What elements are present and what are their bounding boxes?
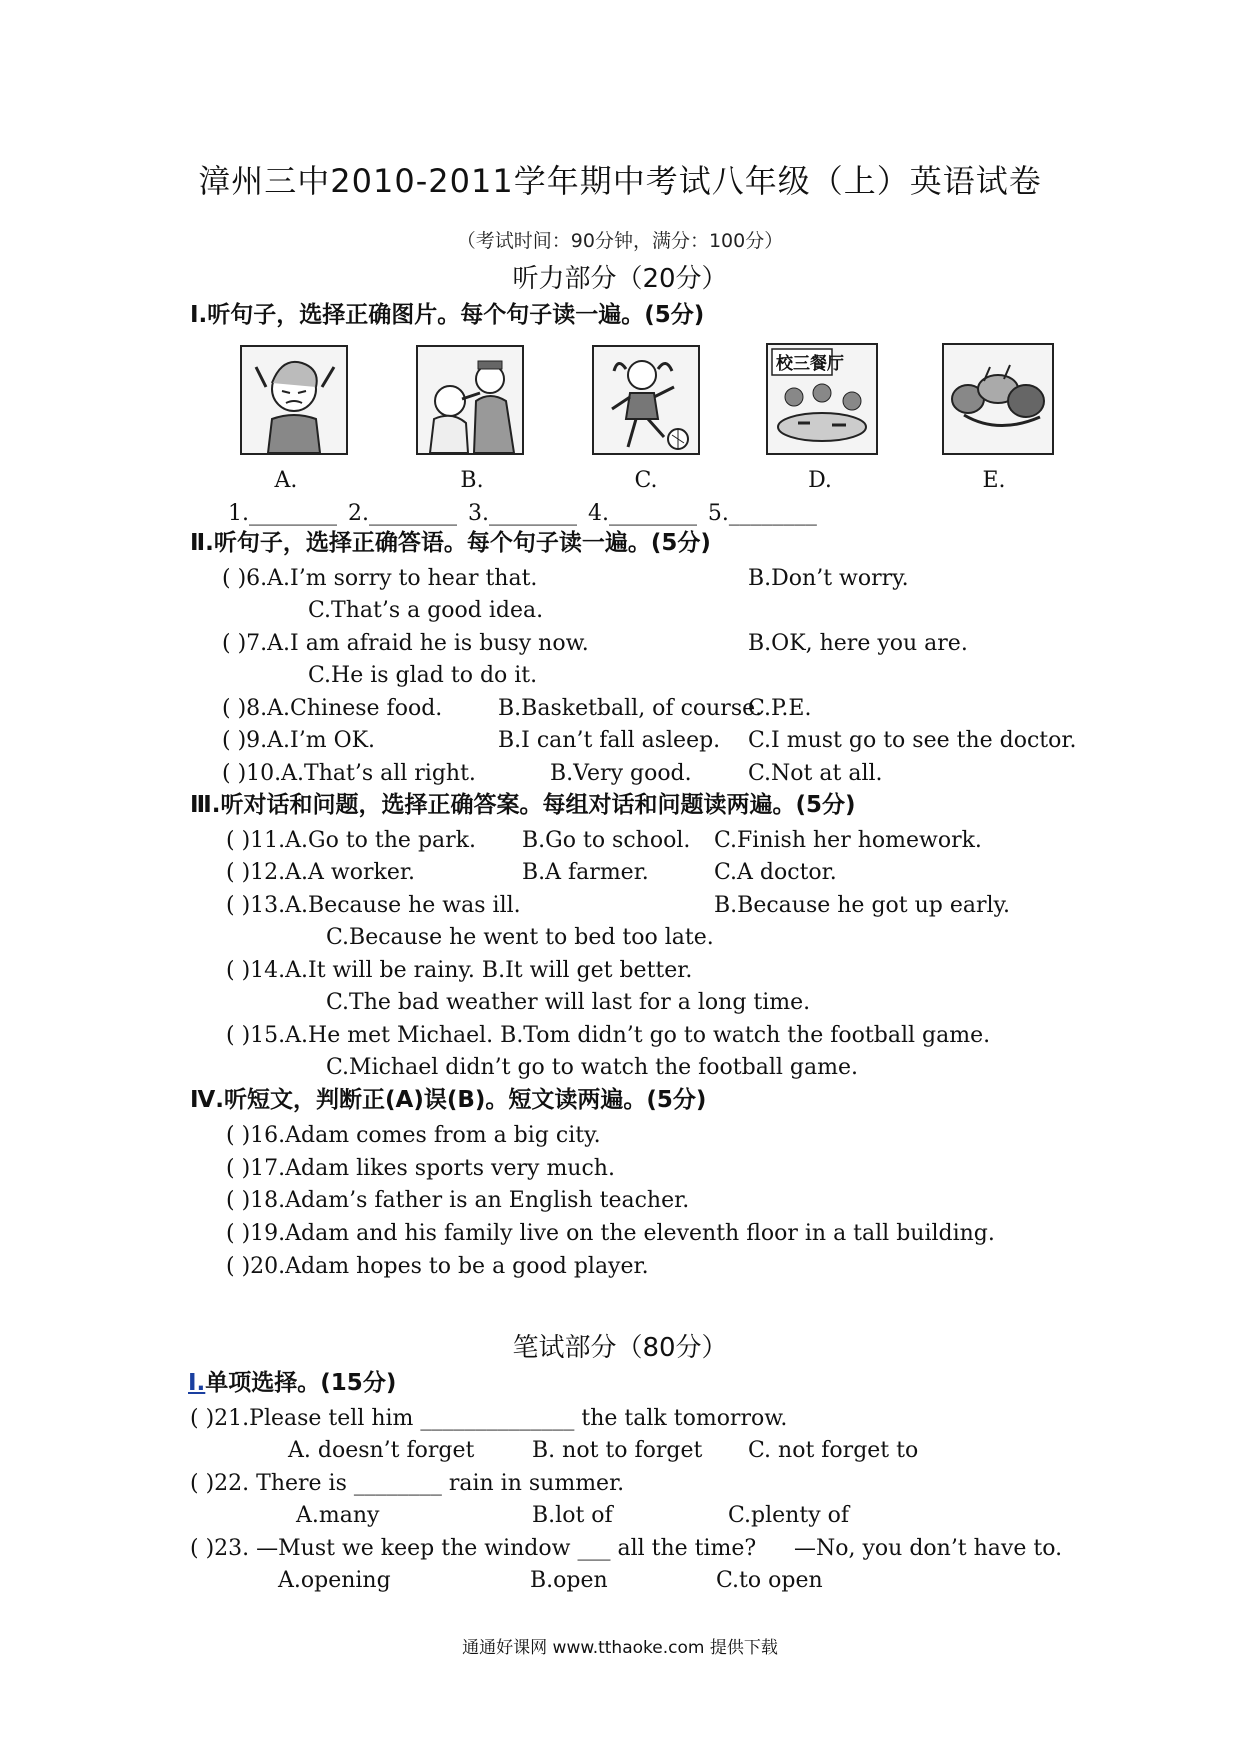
q23-reply: —No, you don’t have to. [794,1536,1063,1561]
picture-d [766,343,878,455]
q21-option-c: C. not forget to [748,1438,919,1463]
q11-option-c: C.Finish her homework. [714,828,982,853]
listening-header: 听力部分（20分） [512,264,728,294]
q22-option-a: A.many [296,1503,380,1528]
section-1-heading: Ⅰ.听句子，选择正确图片。每个句子读一遍。(5分) [190,302,705,328]
girl-playing-football-icon [594,347,698,453]
q22-option-c: C.plenty of [728,1503,849,1528]
q6-option-b: B.Don’t worry. [748,566,909,591]
q12-option-b: B.A farmer. [522,860,649,885]
exam-title: 漳州三中2010-2011学年期中考试八年级（上）英语试卷 [198,162,1042,200]
q13-option-a: ( )13.A.Because he was ill. [226,893,521,918]
section-5-title: 单项选择。(15分) [205,1370,397,1396]
q7-option-c: C.He is glad to do it. [308,663,538,688]
section-3-heading: Ⅲ.听对话和问题，选择正确答案。每组对话和问题读两遍。(5分) [190,792,856,818]
q9-option-c: C.I must go to see the doctor. [748,728,1077,753]
q12-option-a: ( )12.A.A worker. [226,860,415,885]
q13-option-b: B.Because he got up early. [714,893,1011,918]
picture-label-a: A. [274,468,298,493]
q21-option-a: A. doesn’t forget [288,1438,475,1463]
q17: ( )17.Adam likes sports very much. [226,1156,615,1181]
q8-option-b: B.Basketball, of course. [498,696,763,721]
q11-option-b: B.Go to school. [522,828,691,853]
q12-option-c: C.A doctor. [714,860,837,885]
exam-info: （考试时间：90分钟，满分：100分） [456,230,784,252]
section-2-heading: Ⅱ.听句子，选择正确答语。每个句子读一遍。(5分) [190,530,711,556]
q10-option-b: B.Very good. [550,761,692,786]
q14-option-c: C.The bad weather will last for a long time. [326,990,811,1015]
picture-e [942,343,1054,455]
q11-option-a: ( )11.A.Go to the park. [226,828,476,853]
q16: ( )16.Adam comes from a big city. [226,1123,601,1148]
q20: ( )20.Adam hopes to be a good player. [226,1254,649,1279]
food-vegetables-icon [944,345,1052,453]
q23-option-b: B.open [530,1568,608,1593]
q23-stem: ( )23. —Must we keep the window ___ all the time? [190,1536,757,1561]
q15-options-ab: ( )15.A.He met Michael. B.Tom didn’t go to watch the football game. [226,1023,991,1048]
q8-option-a: ( )8.A.Chinese food. [222,696,443,721]
q23-option-a: A.opening [278,1568,391,1593]
q6-option-a: ( )6.A.I’m sorry to hear that. [222,566,538,591]
section-4-heading: Ⅳ.听短文，判断正(A)误(B)。短文读两遍。(5分) [190,1087,707,1113]
q14-options-ab: ( )14.A.It will be rainy. B.It will get better. [226,958,693,983]
nurse-feeding-person-icon [418,347,522,453]
q7-option-a: ( )7.A.I am afraid he is busy now. [222,631,589,656]
q18: ( )18.Adam’s father is an English teacher. [226,1188,690,1213]
q22-stem: ( )22. There is ________ rain in summer. [190,1471,625,1496]
answer-blanks: 1.________ 2.________ 3.________ 4.________ 5.________ [228,501,817,526]
q13-option-c: C.Because he went to bed too late. [326,925,714,950]
q21-stem: ( )21.Please tell him ______________ the talk tomorrow. [190,1406,788,1431]
picture-label-c: C. [634,468,658,493]
q10-option-c: C.Not at all. [748,761,883,786]
footer-credit: 通通好课网 www.tthaoke.com 提供下载 [462,1638,778,1658]
writing-header: 笔试部分（80分） [512,1333,728,1363]
q9-option-a: ( )9.A.I’m OK. [222,728,376,753]
picture-label-d: D. [808,468,832,493]
canteen-sign: 校三餐厅 [776,354,844,374]
section-5-heading [188,1372,396,1395]
section-5-number[interactable]: I. [188,1370,206,1396]
q9-option-b: B.I can’t fall asleep. [498,728,721,753]
picture-a [240,345,348,455]
q22-option-b: B.lot of [532,1503,613,1528]
picture-b [416,345,524,455]
q6-option-c: C.That’s a good idea. [308,598,544,623]
q10-option-a: ( )10.A.That’s all right. [222,761,476,786]
school-canteen-icon [768,345,876,453]
picture-label-b: B. [460,468,484,493]
picture-label-e: E. [982,468,1006,493]
picture-c [592,345,700,455]
sick-person-headache-icon [242,347,346,453]
q7-option-b: B.OK, here you are. [748,631,968,656]
q23-option-c: C.to open [716,1568,823,1593]
q19: ( )19.Adam and his family live on the eleventh floor in a tall building. [226,1221,995,1246]
q21-option-b: B. not to forget [532,1438,703,1463]
q15-option-c: C.Michael didn’t go to watch the football game. [326,1055,858,1080]
q8-option-c: C.P.E. [748,696,812,721]
